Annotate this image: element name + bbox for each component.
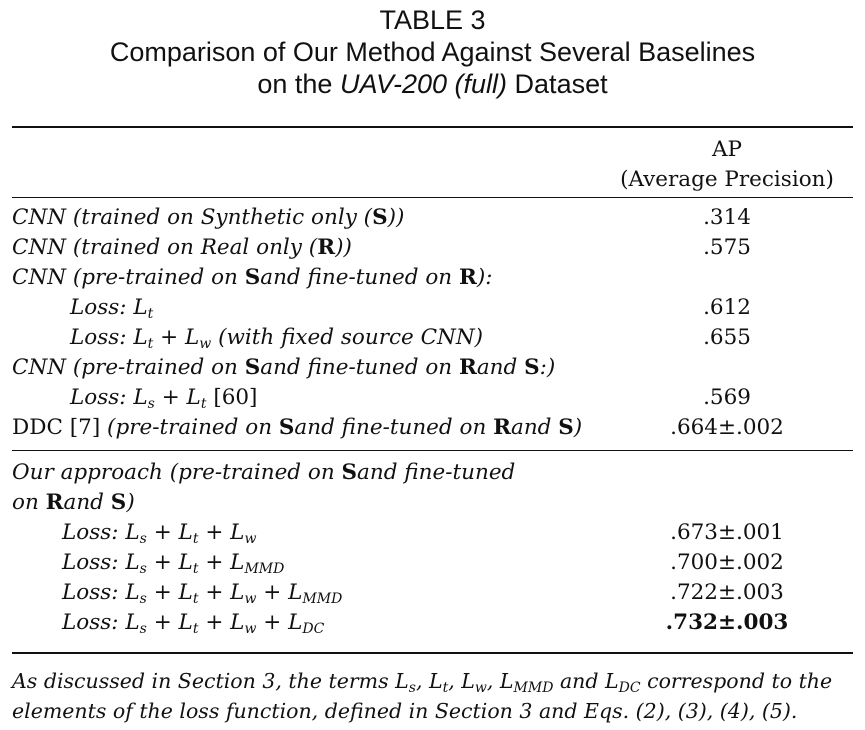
- row-method: Loss: $L_s + L_t + L_w + L_{MMD}$: [62, 580, 343, 607]
- row-method: CNN (pre-trained on Sand fine-tuned on R):: [12, 265, 493, 290]
- table-row: [0, 383, 865, 413]
- row-ap: .314: [703, 205, 751, 230]
- row-method-continued: on Rand S): [12, 490, 135, 515]
- row-ap: .664±.002: [670, 415, 784, 440]
- caption-line-2: on the UAV-200 (full) Dataset: [257, 69, 608, 99]
- row-ap: .575: [703, 235, 751, 260]
- caption-line-1: Comparison of Our Method Against Several Baselines: [109, 37, 756, 67]
- table-row: [0, 413, 865, 443]
- table-row: [0, 323, 865, 353]
- table-caption: [0, 4, 865, 100]
- row-ap: .700±.002: [670, 550, 784, 575]
- table-row: [0, 233, 865, 263]
- table-row: [0, 203, 865, 233]
- bottom-rule: [12, 652, 853, 654]
- table-footnote: As discussed in Section 3, the terms $L_s$, $L_t$, $L_w$, $L_{MMD}$ and $L_{DC}$ correspond to the elements of the loss function, defined in Section 3 and Eqs. (2), (3), (4), (5).: [12, 669, 833, 723]
- table-row: [0, 488, 865, 518]
- row-method: DDC [7] (pre-trained on Sand fine-tuned on Rand S): [12, 415, 583, 440]
- row-ap: .722±.003: [670, 580, 784, 605]
- row-ap: .655: [703, 325, 751, 350]
- row-method: Loss: $L_t + L_w$ (with fixed source CNN): [70, 325, 484, 352]
- row-ap-best: .732±.003: [665, 610, 789, 635]
- row-method: CNN (trained on Real only (R)): [12, 235, 352, 260]
- row-method: Loss: $L_t$: [70, 295, 154, 322]
- table-number: TABLE 3: [379, 5, 486, 35]
- table-row: [0, 353, 865, 383]
- row-method: Loss: $L_s + L_t + L_{MMD}$: [62, 550, 285, 577]
- column-header-ap: AP: [712, 137, 742, 162]
- table-row: [0, 518, 865, 548]
- row-ap: .612: [703, 295, 751, 320]
- row-ap: .569: [703, 385, 751, 410]
- table-row: [0, 458, 865, 488]
- table-row: [0, 293, 865, 323]
- table-row: [0, 263, 865, 293]
- top-rule: [12, 126, 853, 128]
- group-rule: [12, 450, 853, 451]
- row-method: CNN (pre-trained on Sand fine-tuned on Rand S:): [12, 355, 556, 380]
- row-method: CNN (trained on Synthetic only (S)): [12, 205, 405, 230]
- row-ap: .673±.001: [670, 520, 784, 545]
- row-method: Loss: $L_s + L_t + L_w$: [62, 520, 257, 547]
- column-header-ap-full: (Average Precision): [620, 167, 834, 192]
- row-method: Loss: $L_s + L_t + L_w + L_{DC}$: [62, 610, 325, 637]
- table-row: [0, 578, 865, 608]
- row-method: Our approach (pre-trained on Sand fine-tuned: [12, 460, 516, 485]
- row-method: Loss: $L_s + L_t$ [60]: [70, 385, 258, 412]
- table-row: [0, 608, 865, 638]
- header-rule: [12, 197, 853, 198]
- table-row: [0, 548, 865, 578]
